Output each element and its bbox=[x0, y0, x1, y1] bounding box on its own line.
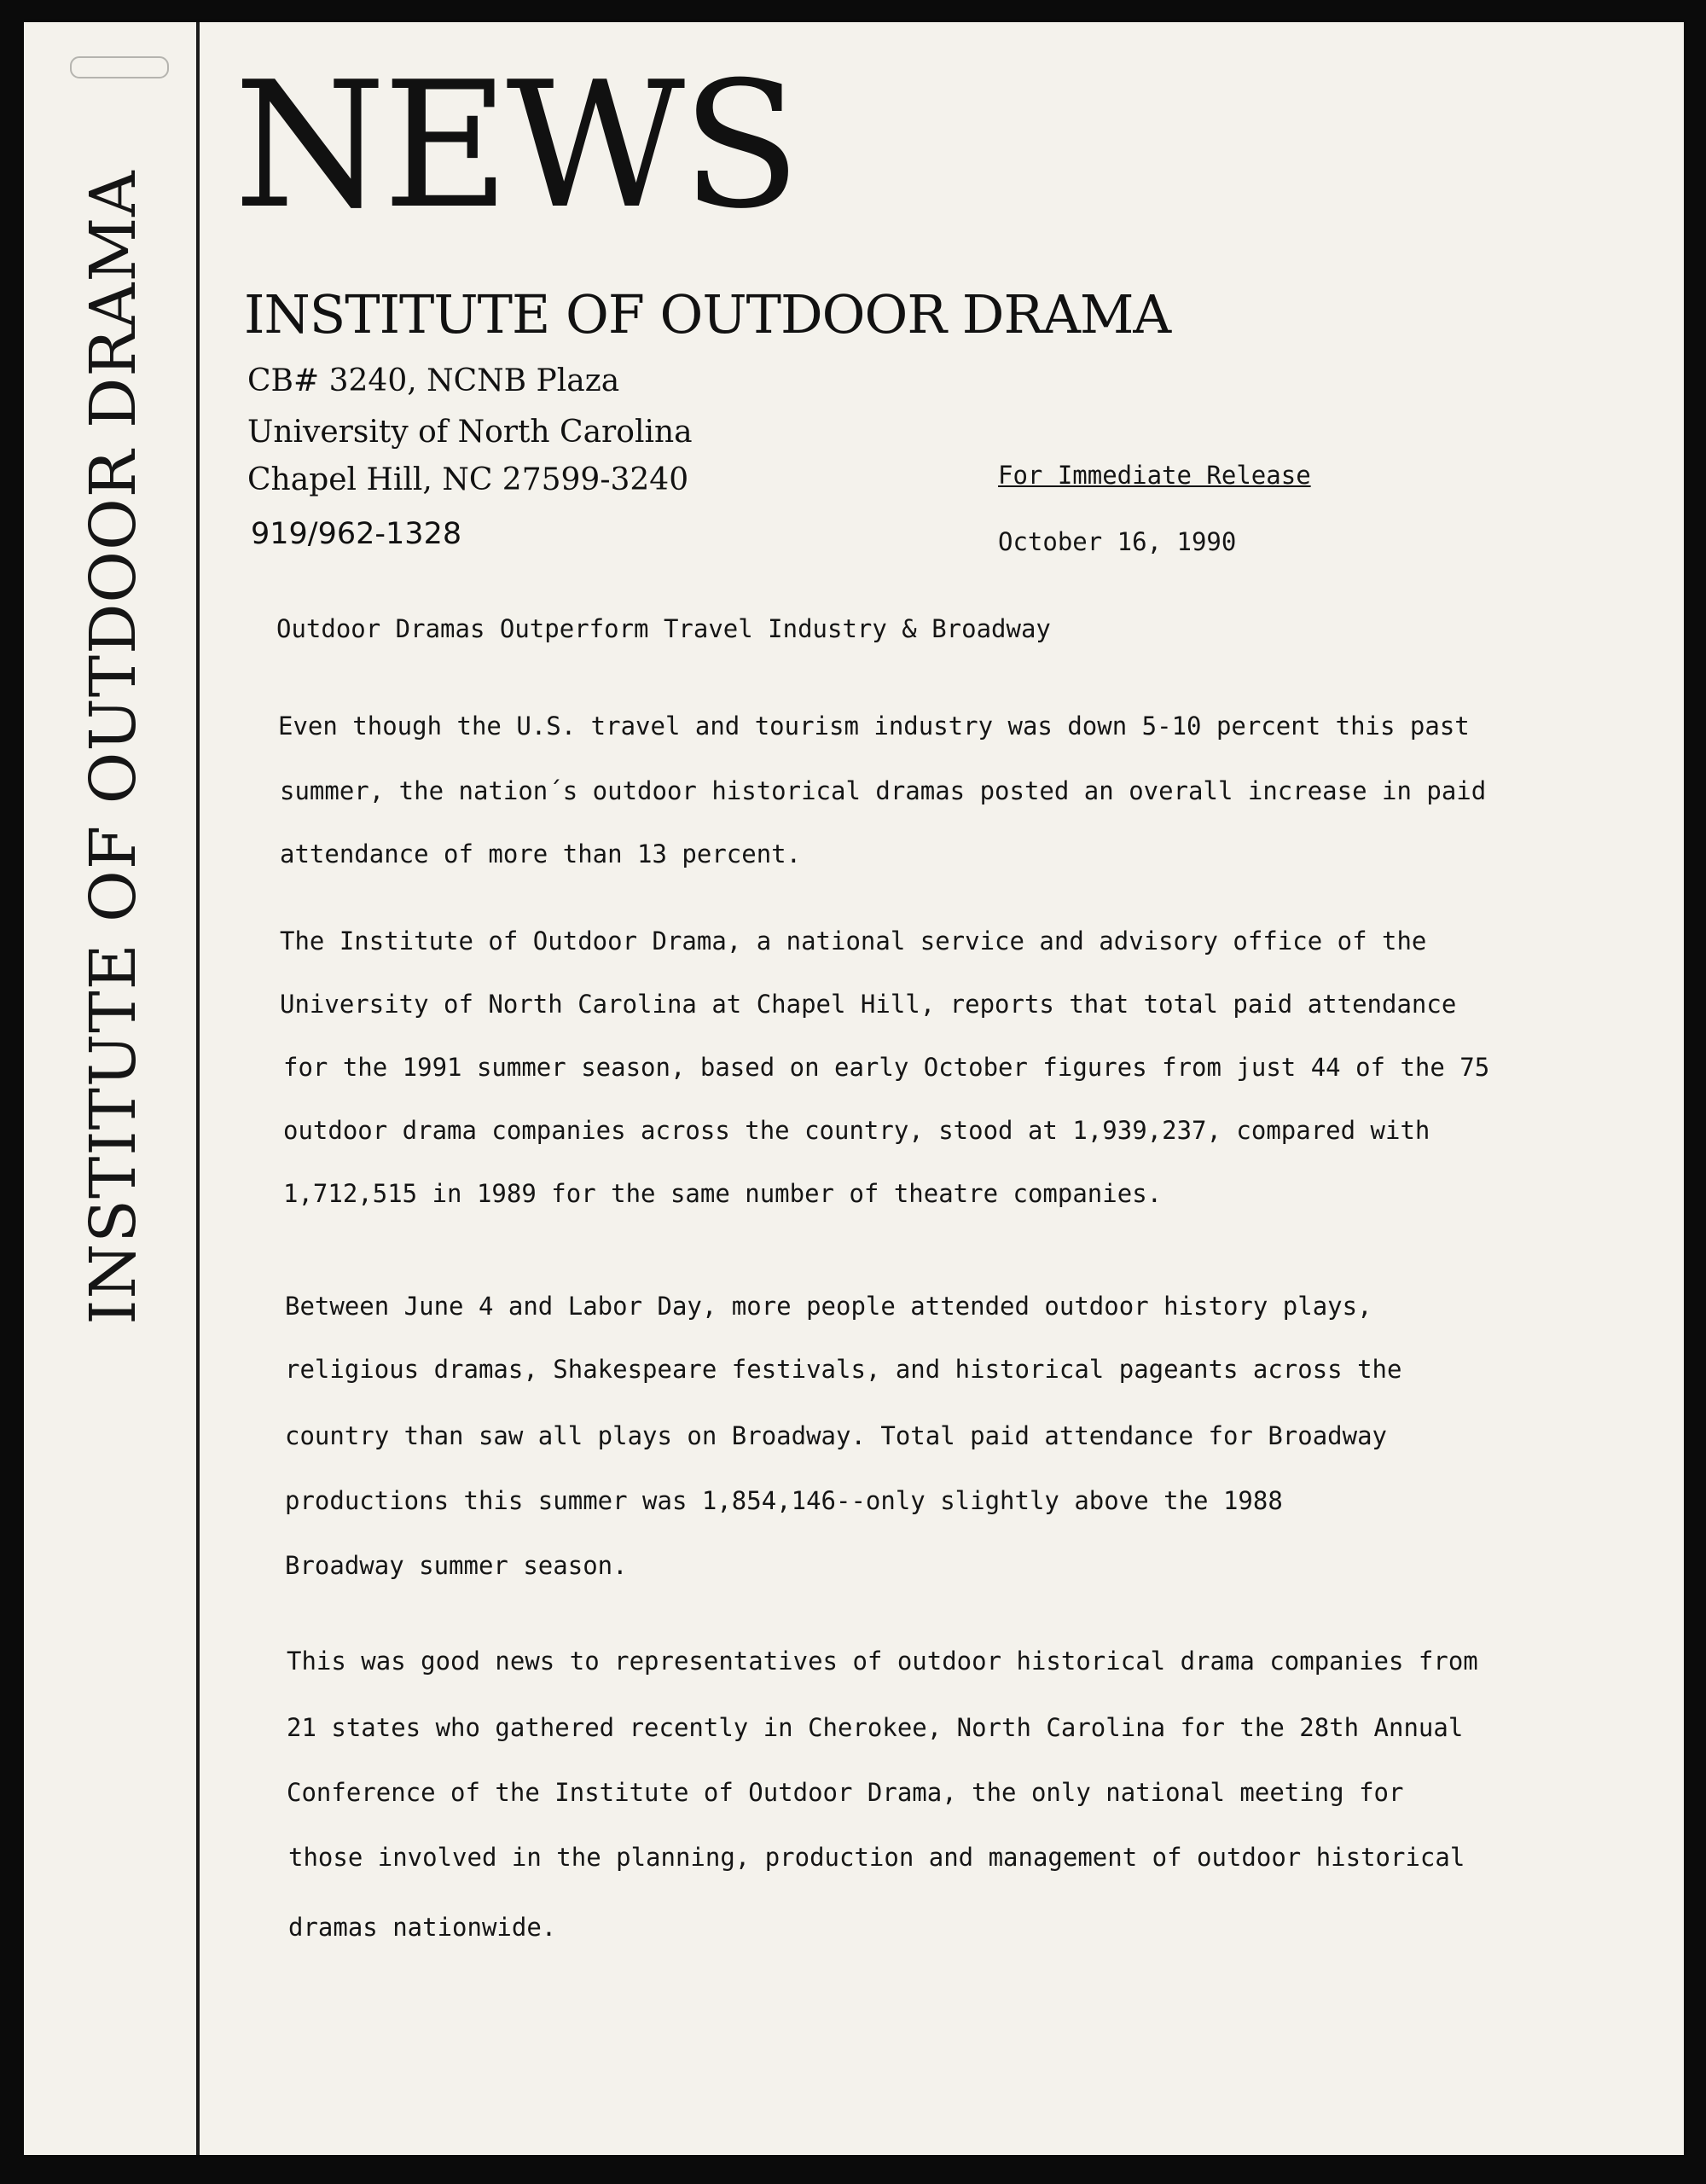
body-line: This was good news to representatives of outdoor historical drama companies from bbox=[287, 1647, 1478, 1676]
paperclip-mark bbox=[70, 56, 169, 78]
body-line: summer, the nation´s outdoor historical dramas posted an overall increase in paid bbox=[280, 776, 1487, 805]
address-line-1: CB# 3240, NCNB Plaza bbox=[247, 363, 620, 398]
body-line: 1,712,515 in 1989 for the same number of theatre companies. bbox=[283, 1179, 1163, 1208]
headline: Outdoor Dramas Outperform Travel Industry & Broadway bbox=[276, 614, 1051, 643]
body-line: University of North Carolina at Chapel Hill, reports that total paid attendance bbox=[280, 990, 1457, 1019]
body-line: 21 states who gathered recently in Cherokee, North Carolina for the 28th Annual bbox=[287, 1713, 1464, 1742]
body-line: attendance of more than 13 percent. bbox=[280, 839, 802, 868]
body-line: for the 1991 summer season, based on early October figures from just 44 of the 75 bbox=[283, 1053, 1490, 1082]
body-line: Conference of the Institute of Outdoor Drama, the only national meeting for bbox=[287, 1778, 1404, 1807]
letterhead-page bbox=[24, 22, 1684, 2155]
body-line: country than saw all plays on Broadway. Total paid attendance for Broadway bbox=[285, 1421, 1388, 1450]
body-line: Even though the U.S. travel and tourism industry was down 5-10 percent this past bbox=[278, 712, 1470, 741]
body-line: outdoor drama companies across the country, stood at 1,939,237, compared with bbox=[283, 1116, 1430, 1145]
institute-name: INSTITUTE OF OUTDOOR DRAMA bbox=[244, 283, 1171, 346]
phone-number: 919/962-1328 bbox=[251, 517, 462, 551]
body-line: dramas nationwide. bbox=[288, 1913, 557, 1942]
body-line: Broadway summer season. bbox=[285, 1551, 628, 1580]
release-date: October 16, 1990 bbox=[998, 527, 1237, 556]
address-line-3: Chapel Hill, NC 27599-3240 bbox=[247, 462, 689, 497]
address-line-2: University of North Carolina bbox=[247, 415, 693, 450]
vertical-institute-name: INSTITUTE OF OUTDOOR DRAMA bbox=[77, 170, 150, 1325]
news-title: NEWS bbox=[234, 45, 798, 247]
vertical-rule bbox=[196, 22, 200, 2155]
body-line: productions this summer was 1,854,146--only slightly above the 1988 bbox=[285, 1486, 1283, 1515]
body-line: The Institute of Outdoor Drama, a national service and advisory office of the bbox=[280, 926, 1427, 956]
body-line: religious dramas, Shakespeare festivals, and historical pageants across the bbox=[285, 1355, 1402, 1384]
body-line: Between June 4 and Labor Day, more people attended outdoor history plays, bbox=[285, 1292, 1372, 1321]
body-line: those involved in the planning, production and management of outdoor historical bbox=[288, 1843, 1465, 1872]
release-label: For Immediate Release bbox=[998, 461, 1311, 490]
